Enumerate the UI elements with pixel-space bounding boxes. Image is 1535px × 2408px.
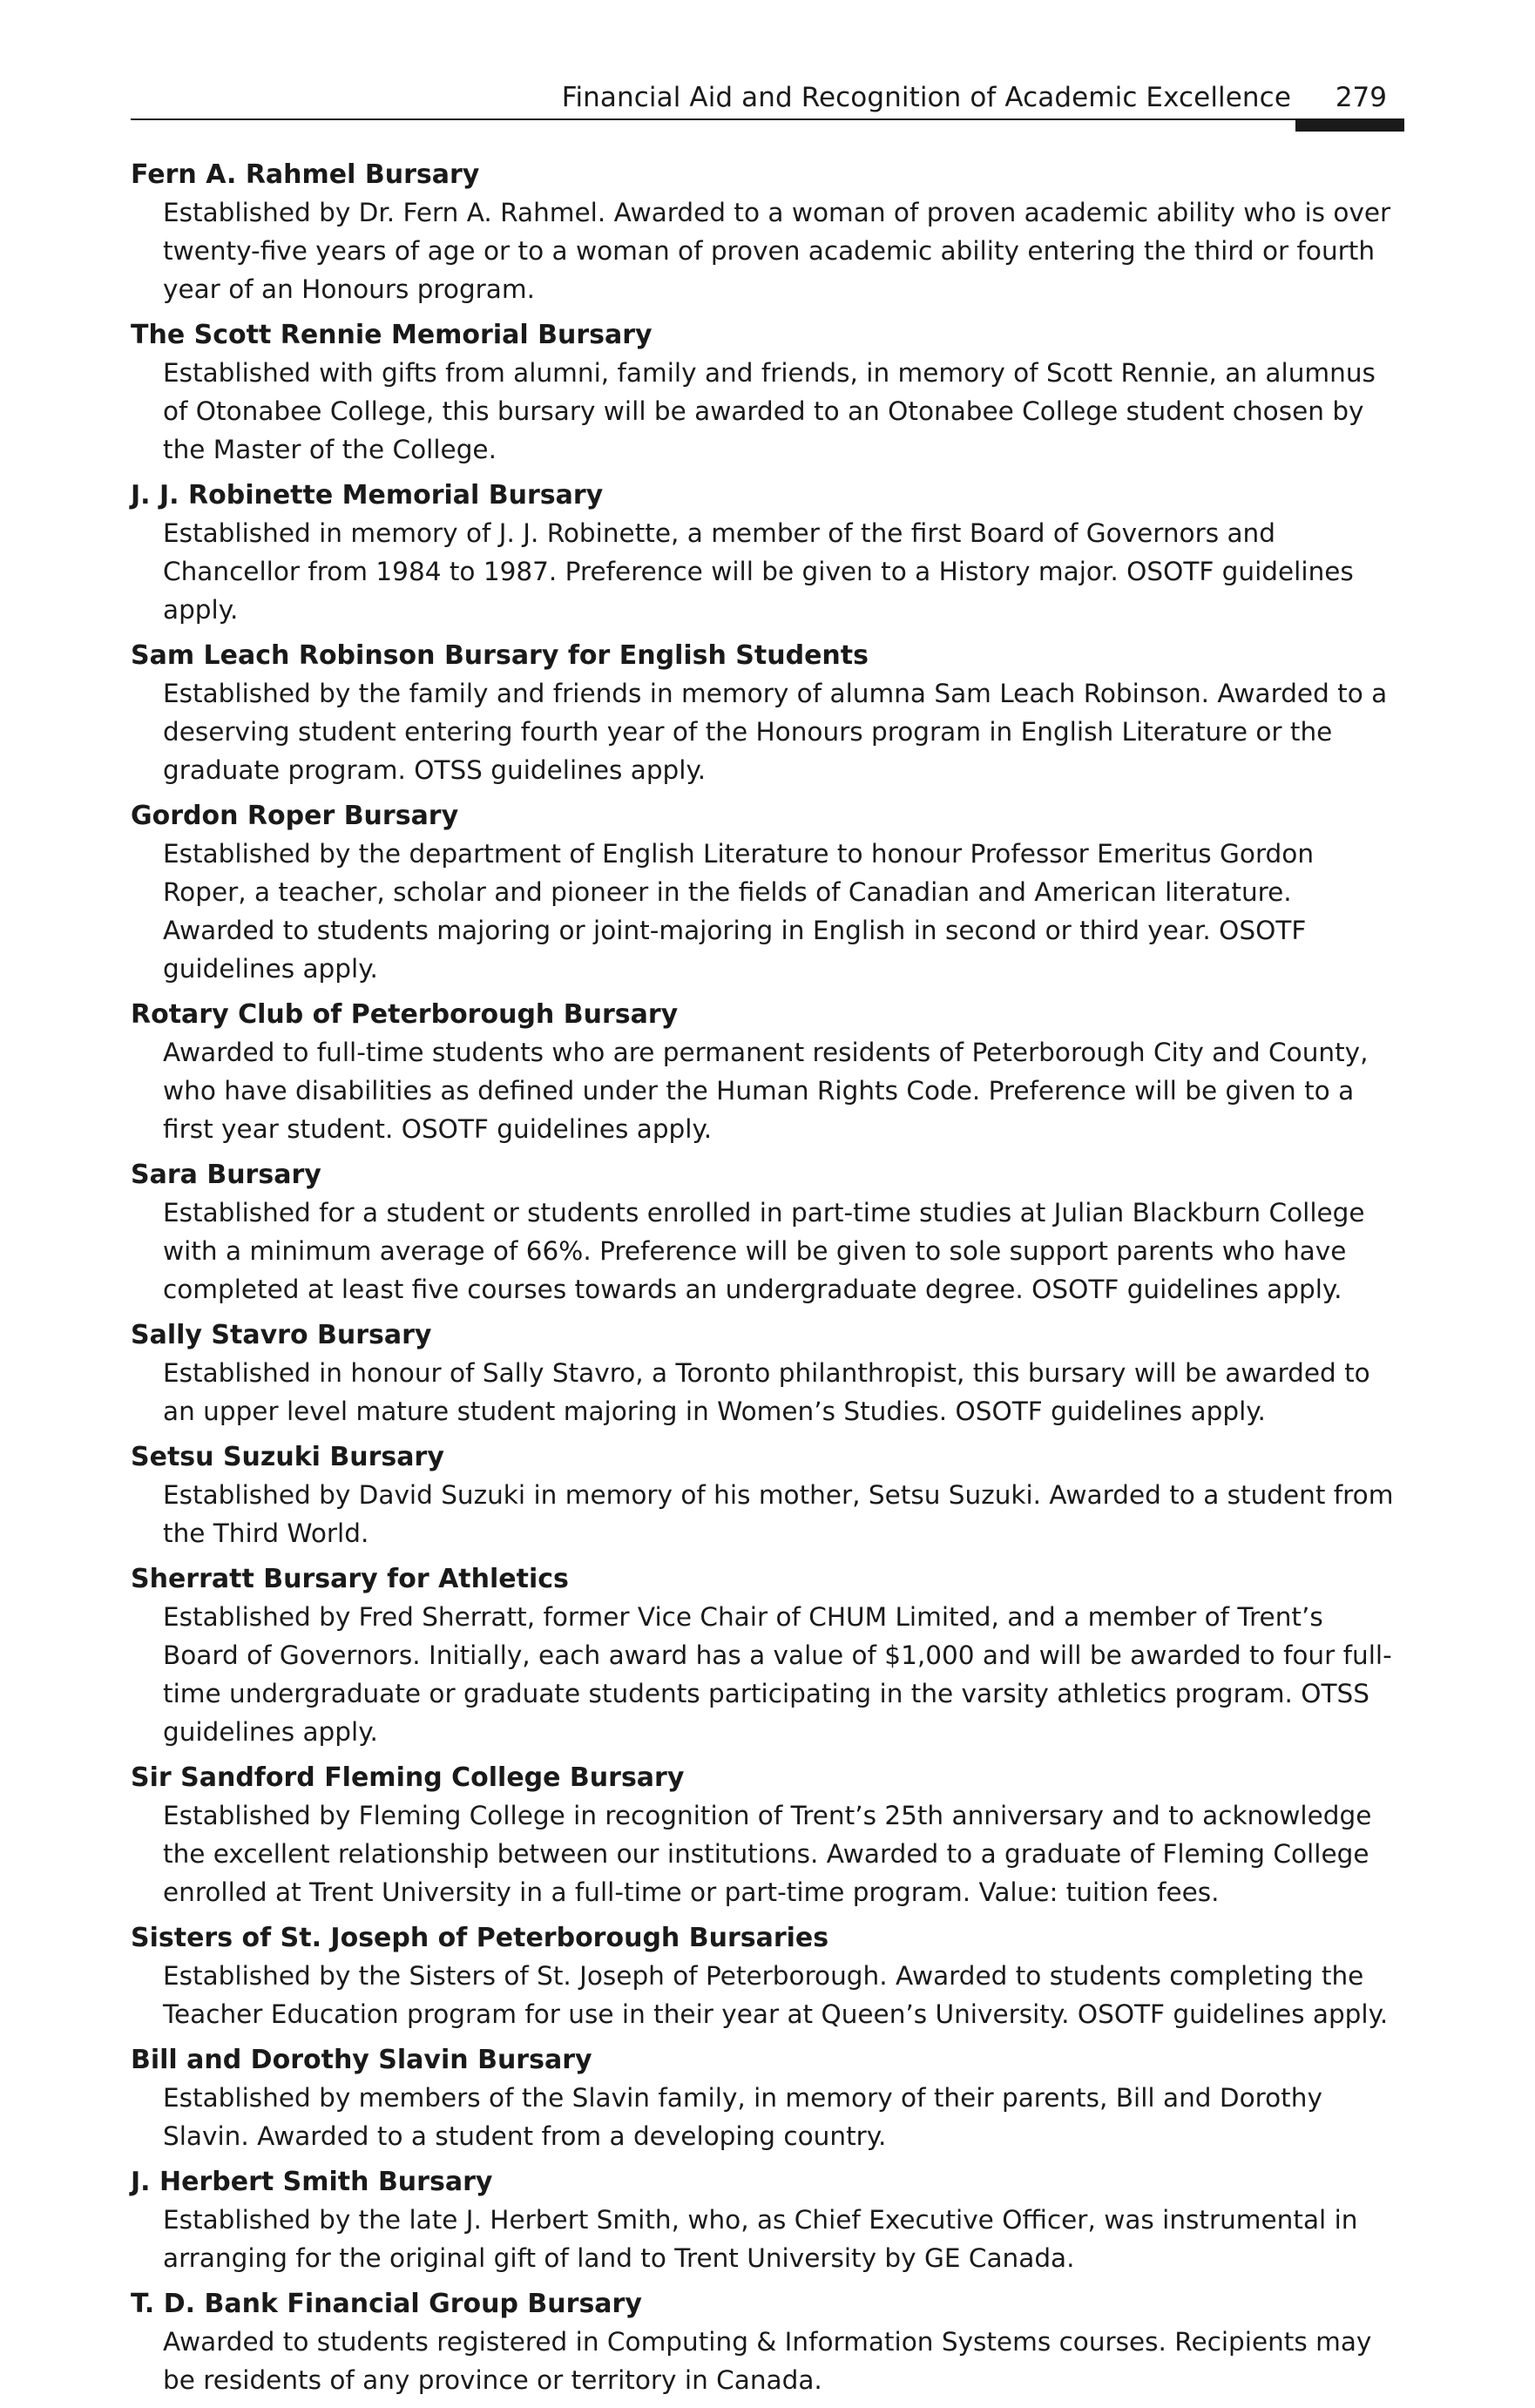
bursary-entry — [131, 798, 1404, 988]
header-bar — [1295, 120, 1404, 132]
bursary-title: Fern A. Rahmel Bursary — [131, 159, 480, 190]
bursary-entry — [131, 638, 1404, 789]
bursary-title: Rotary Club of Peterborough Bursary — [131, 999, 679, 1030]
bursary-title: T. D. Bank Financial Group Bursary — [131, 2289, 642, 2319]
bursary-title: J. J. Robinette Memorial Bursary — [131, 480, 604, 511]
page-number: 279 — [1335, 82, 1387, 113]
bursary-description: Established by David Suzuki in memory of his mother, Setsu Suzuki. Awarded to a student from the Third World. — [163, 1480, 1394, 1548]
bursary-entry — [131, 2042, 1404, 2155]
bursary-description: Established in honour of Sally Stavro, a Toronto philanthropist, this bursary will be awarded to an upper level mature student majoring in Women’s Studies. OSOTF guidelines apply. — [163, 1358, 1370, 1426]
bursary-description: Established by the Sisters of St. Joseph of Peterborough. Awarded to students completing the Teacher Education program for use in their year at Queen’s University. OSOTF guidelines apply. — [163, 1961, 1389, 2029]
header-title: Financial Aid and Recognition of Academic Excellence — [561, 82, 1291, 113]
bursary-description: Established by members of the Slavin family, in memory of their parents, Bill and Dorothy Slavin. Awarded to a student from a developing country. — [163, 2083, 1322, 2151]
bursary-description: Established by Fleming College in recognition of Trent’s 25th anniversary and to acknowledge the excellent relationship between our institutions. Awarded to a graduate of Fleming College enrolled at Trent University in a full-time or part-time program. Value: tuition fees. — [163, 1801, 1372, 1907]
bursary-entry — [131, 1317, 1404, 1431]
bursary-entry — [131, 1157, 1404, 1309]
bursary-description: Established with gifts from alumni, family and friends, in memory of Scott Rennie, an alumnus of Otonabee College, this bursary will be awarded to an Otonabee College student chosen by the Master of the College. — [163, 358, 1376, 464]
bursary-title: Sara Bursary — [131, 1160, 321, 1190]
bursary-entry — [131, 2164, 1404, 2277]
bursary-entry — [131, 317, 1404, 469]
bursary-description: Established by the family and friends in memory of alumna Sam Leach Robinson. Awarded to a deserving student entering fourth year of the Honours program in English Literature or the graduate program. OTSS guidelines apply. — [163, 679, 1388, 785]
bursary-title: Gordon Roper Bursary — [131, 801, 459, 831]
bursary-title: Sally Stavro Bursary — [131, 1320, 432, 1350]
running-header — [131, 77, 1404, 115]
bursary-title: Sam Leach Robinson Bursary for English Students — [131, 640, 869, 671]
bursary-title: The Scott Rennie Memorial Bursary — [131, 320, 653, 350]
bursary-description: Established by Fred Sherratt, former Vice Chair of CHUM Limited, and a member of Trent’s Board of Governors. Initially, each award has a value of $1,000 and will be awarded to four full-time undergraduate or graduate students participating in the varsity athletics program. OTSS guidelines apply. — [163, 1602, 1392, 1747]
bursary-title: Setsu Suzuki Bursary — [131, 1442, 444, 1472]
bursary-description: Established by the department of English Literature to honour Professor Emeritus Gordon Roper, a teacher, scholar and pioneer in the fields of Canadian and American literature. Awarded to students majoring or joint-majoring in English in second or third year. OSOTF guidelines apply. — [163, 839, 1315, 984]
bursary-title: Sherratt Bursary for Athletics — [131, 1564, 569, 1594]
bursary-entry — [131, 1920, 1404, 2033]
bursary-title: J. Herbert Smith Bursary — [131, 2167, 493, 2197]
bursary-entry — [131, 477, 1404, 629]
bursary-description: Established by Dr. Fern A. Rahmel. Awarded to a woman of proven academic ability who is over twenty-five years of age or to a woman of proven academic ability entering the third or fourth year of an Honours program. — [163, 198, 1391, 304]
header-rule — [131, 118, 1404, 120]
bursary-list — [131, 157, 1404, 2408]
bursary-entry — [131, 1439, 1404, 1552]
bursary-description: Awarded to full-time students who are permanent residents of Peterborough City and County, who have disabilities as defined under the Human Rights Code. Preference will be given to a first year student. OSOTF guidelines apply. — [163, 1038, 1369, 1144]
bursary-entry — [131, 1561, 1404, 1751]
bursary-description: Established by the late J. Herbert Smith, who, as Chief Executive Officer, was instrumental in arranging for the original gift of land to Trent University by GE Canada. — [163, 2205, 1358, 2273]
bursary-entry — [131, 1760, 1404, 1911]
bursary-title: Sir Sandford Fleming College Bursary — [131, 1762, 685, 1793]
bursary-entry — [131, 2286, 1404, 2399]
bursary-description: Established for a student or students enrolled in part-time studies at Julian Blackburn College with a minimum average of 66%. Preference will be given to sole support parents who have completed at least five courses towards an undergraduate degree. OSOTF guidelines apply. — [163, 1198, 1365, 1304]
bursary-description: Awarded to students registered in Computing & Information Systems courses. Recipients may be residents of any province or territory in Canada. — [163, 2327, 1372, 2395]
bursary-description: Established in memory of J. J. Robinette, a member of the first Board of Governors and Chancellor from 1984 to 1987. Preference will be given to a History major. OSOTF guidelines apply. — [163, 518, 1354, 625]
bursary-title: Sisters of St. Joseph of Peterborough Bursaries — [131, 1923, 829, 1953]
bursary-entry — [131, 157, 1404, 308]
bursary-entry — [131, 997, 1404, 1148]
bursary-title: Bill and Dorothy Slavin Bursary — [131, 2045, 592, 2075]
